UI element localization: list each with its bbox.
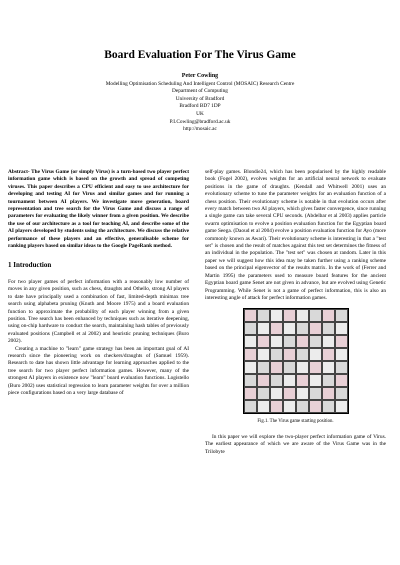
board-square <box>244 387 257 400</box>
affiliation-line: University of Bradford <box>175 95 225 102</box>
board-square <box>322 361 335 374</box>
left-column <box>8 169 189 397</box>
board-square <box>283 387 296 400</box>
board-square <box>244 348 257 361</box>
author-name: Peter Cowling <box>181 73 219 79</box>
board-square <box>309 387 322 400</box>
board-square <box>322 374 335 387</box>
board-square <box>335 348 348 361</box>
author-email: P.I.Cowling@bradford.ac.uk <box>169 118 231 125</box>
board-square <box>270 335 283 348</box>
board-square <box>257 374 270 387</box>
board-square <box>335 335 348 348</box>
section-heading: 1 Introduction <box>8 261 52 270</box>
paper-title: Board Evaluation For The Virus Game <box>104 49 296 61</box>
board-square <box>322 387 335 400</box>
board-square <box>257 322 270 335</box>
board-square <box>296 309 309 322</box>
board-square <box>309 400 322 413</box>
board-square <box>309 361 322 374</box>
board-square <box>335 387 348 400</box>
body-paragraph: For two player games of perfect information with a reasonably low number of moves in any given position, such as chess, draughts and Othello, strong AI players to date have principally used a combination of fast, limited-depth minimax tree search using alphabeta pruning (Knuth and Moore 1975) and a board evaluation function to approximate the probability of each player winning from a given position. Tree search has been enhanced by techniques such as iterative deepening, using on-chip hardware to conduct the search, maintaining hash tables of previously evaluated positions (Campbell et al 2002) and heuristic pruning techniques (Buro 2002). <box>8 278 189 345</box>
body-paragraph: Creating a machine to "learn" game strategy has been an important goal of AI research since the pioneering work on checkers/draughts of (Samuel 1959). Research to date has shown little advantage for learning approaches applied to the tree search for two player perfect information games. However, many of the strongest AI players in existence now "learn" board evaluation functions. Logistello (Buro 2002) uses statistical regression to learn parameter weights for over a million piece configurations based on a very large database of <box>8 345 189 396</box>
board-square <box>283 361 296 374</box>
board-square <box>309 335 322 348</box>
figure-caption: Fig.1. The Virus game starting position. <box>257 419 334 425</box>
board-square <box>244 374 257 387</box>
board-square <box>309 322 322 335</box>
board-square <box>283 335 296 348</box>
board-square <box>322 309 335 322</box>
body-paragraph: In this paper we will explore the two-player perfect information game of Virus. The earliest appearance of which we are aware of the Virus Game was in the Trilobyte <box>205 433 386 455</box>
board-square <box>335 309 348 322</box>
board-square <box>309 309 322 322</box>
board-square <box>283 322 296 335</box>
board-square <box>322 322 335 335</box>
board-square <box>244 400 257 413</box>
board-square <box>309 348 322 361</box>
board-square <box>322 348 335 361</box>
board-square <box>296 361 309 374</box>
board-square <box>296 322 309 335</box>
board-square <box>257 335 270 348</box>
abstract: Abstract- The Virus Game (or simply Virus) is a turn-based two player perfect information game which is based on the growth and spread of competing viruses. This paper describes a CPU efficient and easy to use architecture for developing and testing AI for Virus and similar games and for running a tournament between AI players. We investigate move generation, board representation and tree search for the Virus Game and discuss a range of parameters for evaluating the likely winner from a given position. We describe the use of our architecture as a tool for teaching AI, and describe some of the AI players developed by students using the architecture. We discuss the relative performance of these players and an effective, generalisable scheme for ranking players based on similar ideas to the Google PageRank method. <box>8 169 189 250</box>
board-square <box>283 348 296 361</box>
board-square <box>257 387 270 400</box>
board-square <box>270 348 283 361</box>
board-square <box>283 374 296 387</box>
body-paragraph: self-play games. Blondie24, which has been popularised by the highly readable book (Fogel 2002), evolves weights for an artificial neural network to evaluate positions in the game of draughts. (Kendall and Whitwell 2001) uses an evolutionary scheme to tune the parameter weights for an evaluation function of a chess position. Their evolutionary scheme is notable in that evolution occurs after every match between two AI players, which gives faster convergence, since running a single game can take several CPU seconds. (Abdelbar et al 2003) applies particle swarm optimisation to evolve a position evaluation function for the Egyptian board game Seega. (Daoud et al 2004) evolve a position evaluation function for Ayo (more commonly known as Awari). Their evolutionary scheme is interesting in that a "test set" is chosen and the result of matches against this test set determines the fitness of an individual in the population. The "test set" was chosen at random. Later in this paper we will suggest how this idea may be taken further using a ranking scheme based on the principal eigenvector of the results matrix. In the work of (Ferrer and Martin 1995) the parameters used to measure board features for the ancient Egyptian board game Senet are not given in advance, but are evolved using Genetic Programming. While Senet is not a game of perfect information, this is also an interesting angle of attack for perfect information games. <box>205 169 386 301</box>
author-url: http://mosaic.ac <box>183 126 217 133</box>
right-column <box>205 169 386 456</box>
board-square <box>296 400 309 413</box>
board-square <box>257 400 270 413</box>
board-square <box>309 374 322 387</box>
board-square <box>322 335 335 348</box>
affiliation-line: Department of Computing <box>172 88 228 95</box>
board-square <box>244 322 257 335</box>
board-square <box>335 374 348 387</box>
board-square <box>257 361 270 374</box>
virus-board-figure <box>243 308 349 414</box>
affiliation-line: UK <box>196 110 204 117</box>
board-square <box>335 361 348 374</box>
board-square <box>244 335 257 348</box>
board-square <box>322 400 335 413</box>
board-square <box>296 348 309 361</box>
board-square <box>270 361 283 374</box>
board-square <box>283 309 296 322</box>
board-square <box>335 322 348 335</box>
affiliation-line: Bradford BD7 1DP <box>179 103 221 110</box>
author-block <box>0 73 400 134</box>
board-square <box>270 387 283 400</box>
figure-1 <box>205 308 386 425</box>
board-square <box>296 335 309 348</box>
affiliation-line: Modelling Optimisation Scheduling And Intelligent Control (MOSAIC) Research Centre <box>105 80 295 87</box>
board-square <box>335 400 348 413</box>
board-square <box>270 374 283 387</box>
board-square <box>296 374 309 387</box>
board-square <box>244 361 257 374</box>
board-square <box>296 387 309 400</box>
board-square <box>270 322 283 335</box>
board-square <box>244 309 257 322</box>
board-square <box>257 348 270 361</box>
board-square <box>283 400 296 413</box>
board-square <box>257 309 270 322</box>
board-square <box>270 400 283 413</box>
board-square <box>270 309 283 322</box>
